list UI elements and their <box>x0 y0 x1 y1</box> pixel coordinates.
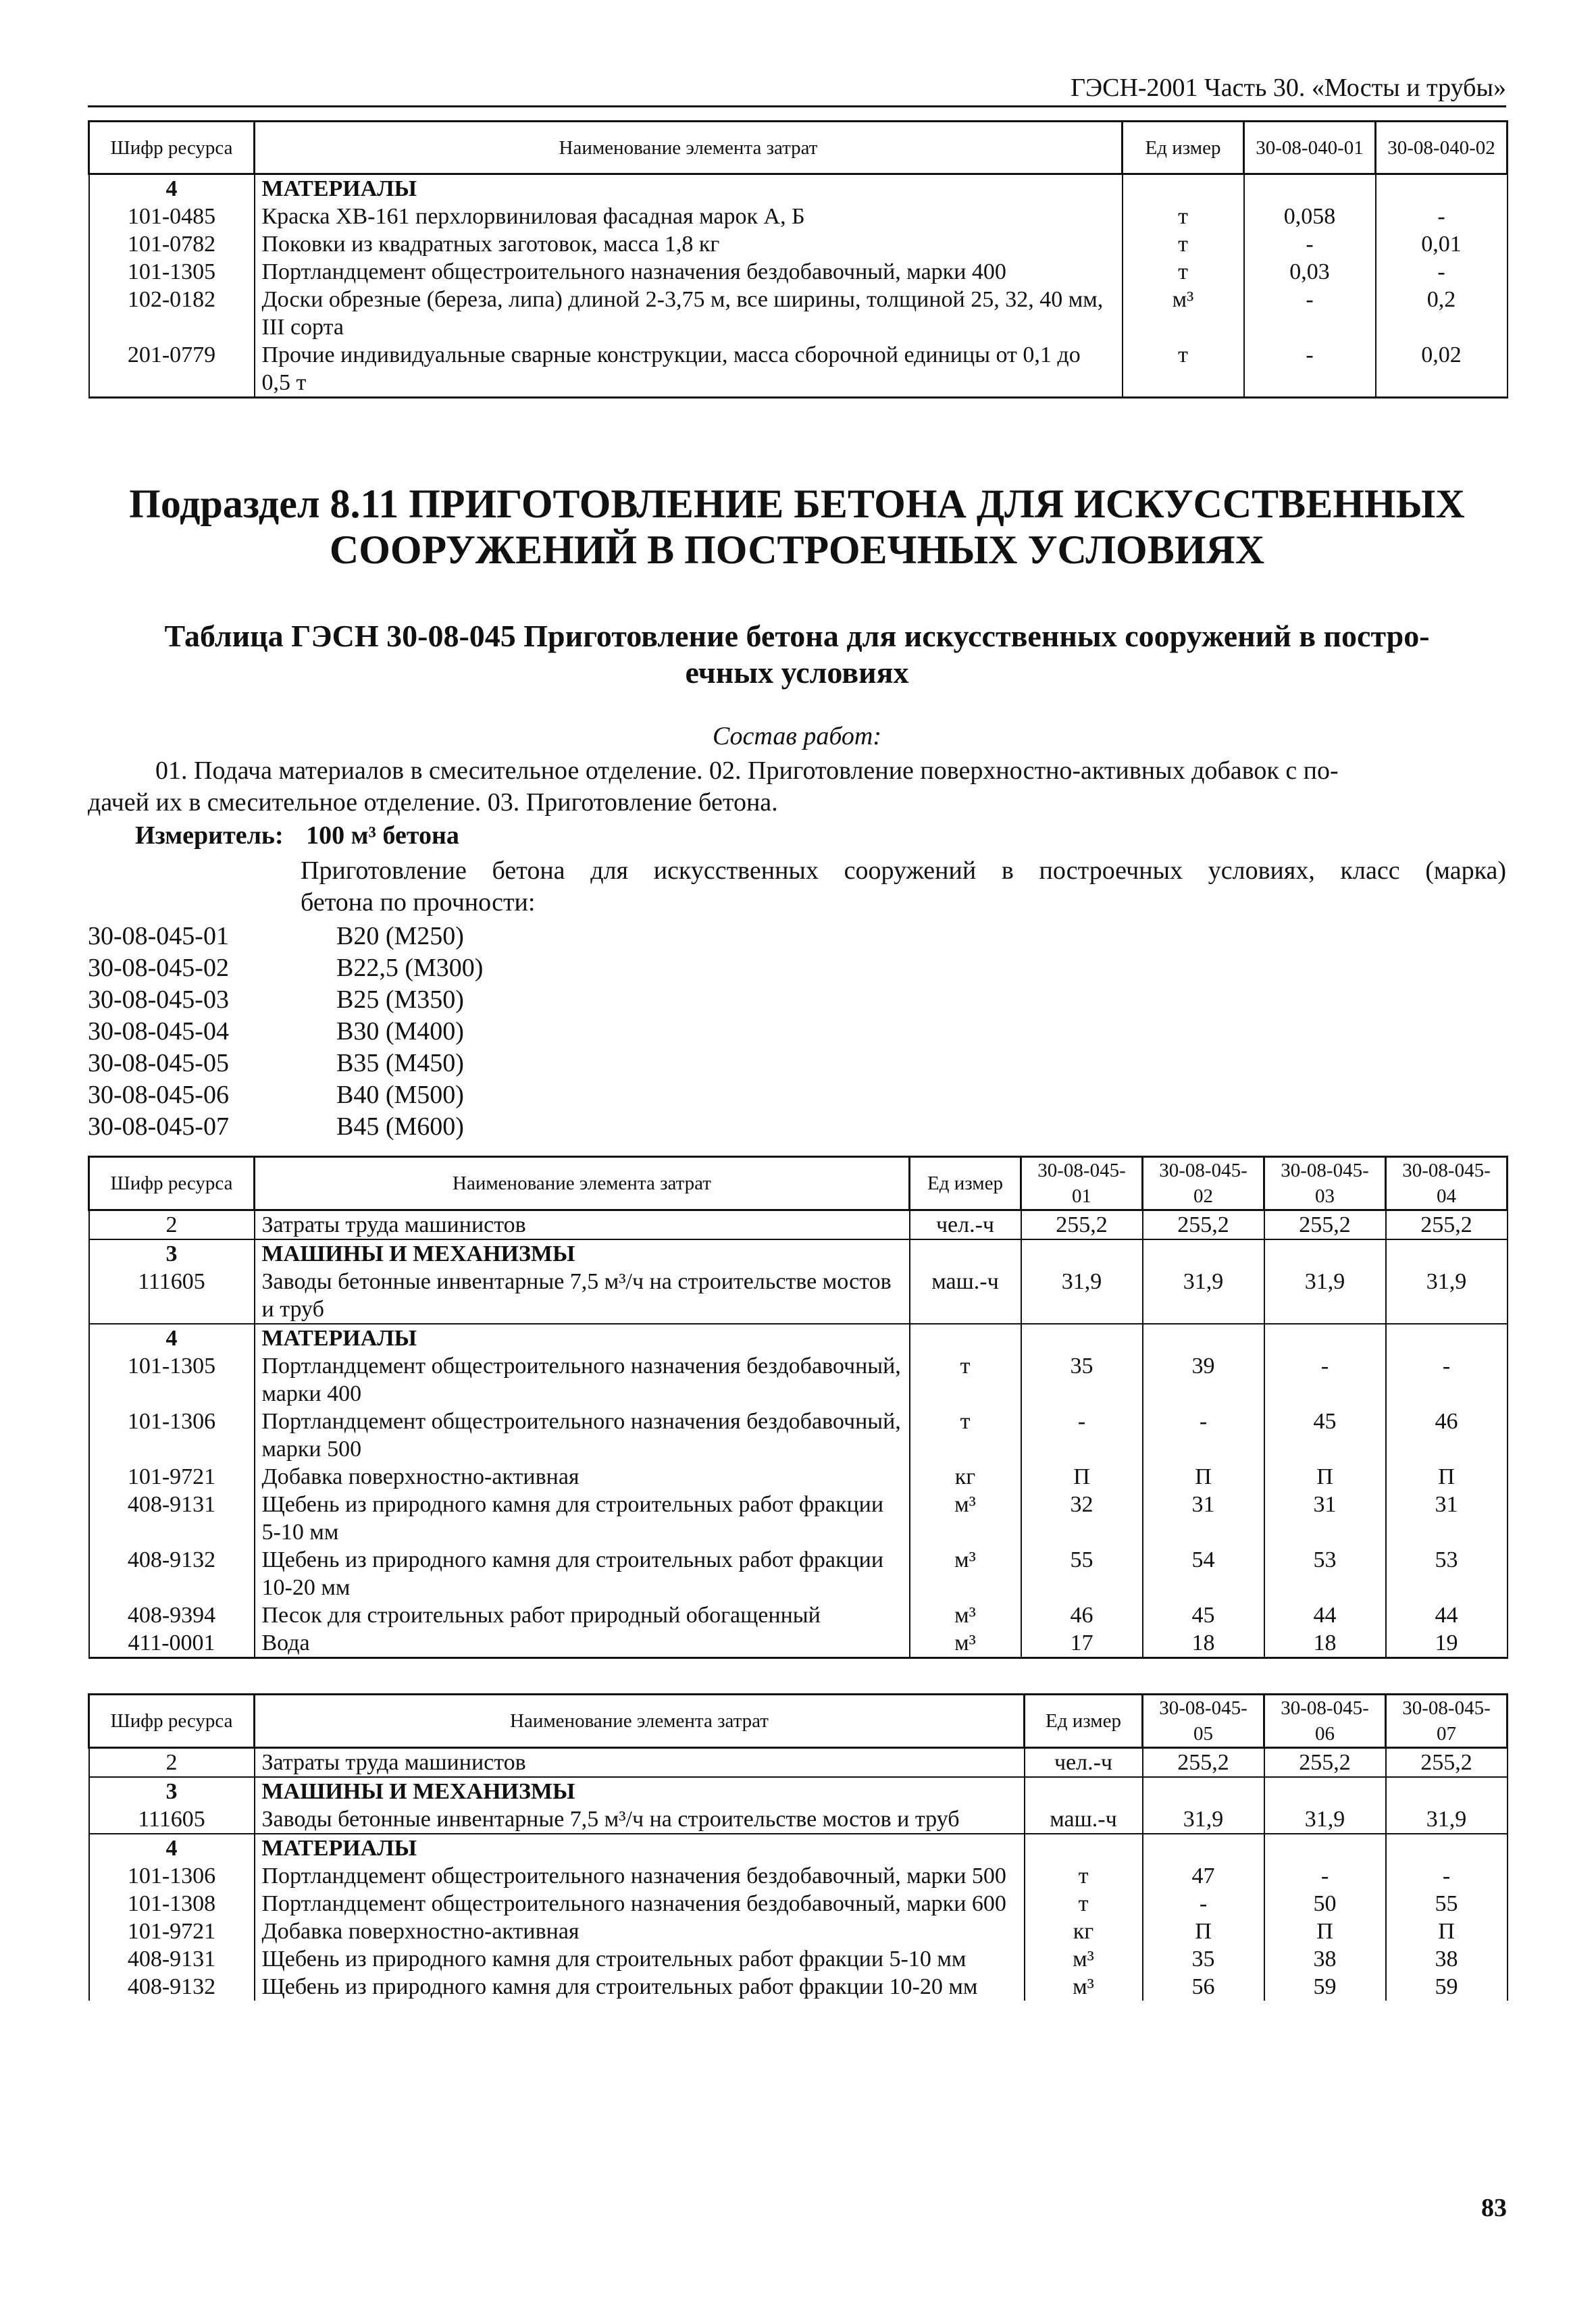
value-cell: 31,9 <box>1264 1805 1386 1834</box>
value-cell: - <box>1021 1408 1143 1463</box>
value-cell: П <box>1386 1463 1508 1491</box>
resource-code: 2 <box>89 1210 255 1240</box>
list-item <box>88 921 483 952</box>
value-cell: 0,01 <box>1376 230 1508 258</box>
list-item <box>88 984 483 1016</box>
resource-code: 102-0182 <box>89 286 255 341</box>
table-row <box>89 1805 1508 1834</box>
resource-name: Добавка поверхностно-активная <box>255 1918 1025 1945</box>
resource-name: Портландцемент общестроительного назначения бездобавочный, марки 500 <box>255 1408 910 1463</box>
value-cell: 39 <box>1143 1352 1264 1408</box>
value-cell: 46 <box>1021 1601 1143 1629</box>
resource-code: 2 <box>89 1748 255 1778</box>
value-cell: П <box>1143 1918 1264 1945</box>
value-cell: 17 <box>1021 1629 1143 1658</box>
col-header-code: Шифр ресурса <box>89 122 255 174</box>
page-number: 83 <box>1481 2194 1507 2222</box>
value-cell: П <box>1143 1463 1264 1491</box>
col-header-unit: Ед измер <box>1025 1695 1143 1748</box>
resource-unit: т <box>1123 203 1244 230</box>
value-cell: 0,058 <box>1244 203 1376 230</box>
resource-unit: т <box>1123 258 1244 286</box>
resource-name: Прочие индивидуальные сварные конструкции, масса сборочной единицы от 0,1 до 0,5 т <box>255 341 1123 398</box>
table-row <box>89 1463 1508 1491</box>
value-cell: 255,2 <box>1143 1210 1264 1240</box>
resource-code: 408-9394 <box>89 1601 255 1629</box>
value-cell: 55 <box>1021 1546 1143 1601</box>
value-cell: 31,9 <box>1264 1268 1386 1324</box>
table-header-row <box>89 1157 1508 1210</box>
col-header-rate: 30-08-045-03 <box>1264 1157 1386 1210</box>
table-row <box>89 203 1508 230</box>
table-row <box>89 1352 1508 1408</box>
value-cell: - <box>1386 1862 1508 1890</box>
resource-name: Поковки из квадратных заготовок, масса 1,8 кг <box>255 230 1123 258</box>
description-line1: Приготовление бетона для искусственных сооружений в построечных условиях, класс (марка) <box>301 856 1506 885</box>
section-row <box>89 1239 1508 1268</box>
resource-unit: м³ <box>1025 1945 1143 1973</box>
concrete-grade: В40 (М500) <box>336 1081 464 1109</box>
col-header-rate: 30-08-040-02 <box>1376 122 1508 174</box>
section-title: МАТЕРИАЛЫ <box>255 1324 910 1352</box>
resource-code: 408-9132 <box>89 1546 255 1601</box>
section-code: 3 <box>89 1777 255 1805</box>
value-cell: 31,9 <box>1143 1805 1264 1834</box>
value-cell: 46 <box>1386 1408 1508 1463</box>
value-cell: - <box>1143 1890 1264 1918</box>
resource-name: Доски обрезные (береза, липа) длиной 2-3,75 м, все ширины, толщиной 25, 32, 40 мм, III сорта <box>255 286 1123 341</box>
value-cell: 47 <box>1143 1862 1264 1890</box>
resource-unit: маш.-ч <box>1025 1805 1143 1834</box>
rate-codes-list <box>88 921 483 1143</box>
value-cell: 31,9 <box>1386 1268 1508 1324</box>
table-row <box>89 1629 1508 1658</box>
col-header-unit: Ед измер <box>1123 122 1244 174</box>
value-cell: П <box>1264 1463 1386 1491</box>
value-cell: - <box>1244 286 1376 341</box>
value-cell: 0,02 <box>1376 341 1508 398</box>
table-row <box>89 1973 1508 2001</box>
table-row <box>89 286 1508 341</box>
resource-table-045-01-04 <box>88 1156 1508 1659</box>
section-title: МАШИНЫ И МЕХАНИЗМЫ <box>255 1239 910 1268</box>
resource-name: Заводы бетонные инвентарные 7,5 м³/ч на строительстве мостов и труб <box>255 1805 1025 1834</box>
work-text-line1: 01. Подача материалов в смесительное отделение. 02. Приготовление поверхностно-активных добавок с по- <box>155 756 1339 785</box>
labor-row <box>89 1210 1508 1240</box>
concrete-grade: В22,5 (М300) <box>336 954 484 982</box>
list-item <box>88 952 483 984</box>
value-cell: 59 <box>1386 1973 1508 2001</box>
value-cell: 31 <box>1264 1491 1386 1546</box>
section-row <box>89 1324 1508 1352</box>
value-cell: 255,2 <box>1386 1748 1508 1778</box>
work-composition-heading: Состав работ: <box>712 722 882 750</box>
resource-code: 101-1308 <box>89 1890 255 1918</box>
resource-unit: м³ <box>910 1601 1021 1629</box>
resource-name: Щебень из природного камня для строительных работ фракции 10-20 мм <box>255 1973 1025 2001</box>
value-cell: 54 <box>1143 1546 1264 1601</box>
value-cell: 19 <box>1386 1629 1508 1658</box>
value-cell: 45 <box>1264 1408 1386 1463</box>
subsection-title-line1: Подраздел 8.11 ПРИГОТОВЛЕНИЕ БЕТОНА ДЛЯ ИСКУССТВЕННЫХ <box>129 482 1465 526</box>
rate-code: 30-08-045-04 <box>88 1017 229 1046</box>
concrete-grade: В45 (М600) <box>336 1112 464 1141</box>
resource-name: Портландцемент общестроительного назначения бездобавочный, марки 400 <box>255 258 1123 286</box>
section-row <box>89 174 1508 203</box>
resource-unit: т <box>910 1352 1021 1408</box>
value-cell: 0,03 <box>1244 258 1376 286</box>
table-row <box>89 1546 1508 1601</box>
resource-code: 101-0485 <box>89 203 255 230</box>
resource-code: 101-9721 <box>89 1918 255 1945</box>
subsection-title-line2: СООРУЖЕНИЙ В ПОСТРОЕЧНЫХ УСЛОВИЯХ <box>329 528 1265 572</box>
table-row <box>89 1491 1508 1546</box>
section-title: МАТЕРИАЛЫ <box>255 1834 1025 1862</box>
value-cell: - <box>1376 203 1508 230</box>
value-cell: 35 <box>1021 1352 1143 1408</box>
value-cell: 32 <box>1021 1491 1143 1546</box>
resource-code: 101-1305 <box>89 258 255 286</box>
value-cell: 31 <box>1143 1491 1264 1546</box>
value-cell: 35 <box>1143 1945 1264 1973</box>
list-item <box>88 1111 483 1143</box>
resource-unit: т <box>1123 341 1244 398</box>
col-header-rate: 30-08-045-06 <box>1264 1695 1386 1748</box>
table-row <box>89 230 1508 258</box>
resource-table-045-05-07 <box>88 1693 1508 2001</box>
section-code: 4 <box>89 1834 255 1862</box>
resource-code: 101-9721 <box>89 1463 255 1491</box>
value-cell: 55 <box>1386 1890 1508 1918</box>
resource-unit: м³ <box>1123 286 1244 341</box>
resource-unit: м³ <box>1025 1973 1143 2001</box>
table-row <box>89 1601 1508 1629</box>
value-cell: 53 <box>1264 1546 1386 1601</box>
resource-name: Портландцемент общестроительного назначения бездобавочный, марки 400 <box>255 1352 910 1408</box>
section-row <box>89 1777 1508 1805</box>
value-cell: 31,9 <box>1021 1268 1143 1324</box>
col-header-name: Наименование элемента затрат <box>255 122 1123 174</box>
resource-unit: м³ <box>910 1546 1021 1601</box>
resource-name: Затраты труда машинистов <box>255 1748 1025 1778</box>
resource-code: 101-0782 <box>89 230 255 258</box>
section-row <box>89 1834 1508 1862</box>
table-header-row <box>89 122 1508 174</box>
resource-code: 111605 <box>89 1268 255 1324</box>
resource-name: Портландцемент общестроительного назначения бездобавочный, марки 500 <box>255 1862 1025 1890</box>
labor-row <box>89 1748 1508 1778</box>
value-cell: 50 <box>1264 1890 1386 1918</box>
value-cell: 59 <box>1264 1973 1386 2001</box>
value-cell: 38 <box>1264 1945 1386 1973</box>
resource-code: 101-1305 <box>89 1352 255 1408</box>
value-cell: 0,2 <box>1376 286 1508 341</box>
col-header-code: Шифр ресурса <box>89 1157 255 1210</box>
value-cell: 53 <box>1386 1546 1508 1601</box>
col-header-unit: Ед измер <box>910 1157 1021 1210</box>
table-row <box>89 1918 1508 1945</box>
table-row <box>89 341 1508 398</box>
resource-unit: т <box>910 1408 1021 1463</box>
table-row <box>89 1890 1508 1918</box>
resource-code: 408-9131 <box>89 1491 255 1546</box>
resource-name: Затраты труда машинистов <box>255 1210 910 1240</box>
section-code: 4 <box>89 1324 255 1352</box>
value-cell: 38 <box>1386 1945 1508 1973</box>
resource-code: 201-0779 <box>89 341 255 398</box>
resource-unit: т <box>1025 1890 1143 1918</box>
running-head: ГЭСН-2001 Часть 30. «Мосты и трубы» <box>88 73 1506 107</box>
value-cell: 18 <box>1143 1629 1264 1658</box>
rate-code: 30-08-045-02 <box>88 954 229 982</box>
resource-code: 111605 <box>89 1805 255 1834</box>
resource-unit: т <box>1123 230 1244 258</box>
concrete-grade: В20 (М250) <box>336 922 464 950</box>
resource-name: Добавка поверхностно-активная <box>255 1463 910 1491</box>
value-cell: 255,2 <box>1143 1748 1264 1778</box>
resource-name: Портландцемент общестроительного назначения бездобавочный, марки 600 <box>255 1890 1025 1918</box>
value-cell: 31,9 <box>1143 1268 1264 1324</box>
rate-code: 30-08-045-06 <box>88 1081 229 1109</box>
value-cell: 255,2 <box>1386 1210 1508 1240</box>
rate-code: 30-08-045-07 <box>88 1112 229 1141</box>
resource-unit: кг <box>1025 1918 1143 1945</box>
resource-unit: чел.-ч <box>910 1210 1021 1240</box>
value-cell: 31 <box>1386 1491 1508 1546</box>
resource-code: 101-1306 <box>89 1862 255 1890</box>
col-header-rate: 30-08-045-01 <box>1021 1157 1143 1210</box>
value-cell: 18 <box>1264 1629 1386 1658</box>
resource-unit: м³ <box>910 1629 1021 1658</box>
value-cell: 44 <box>1264 1601 1386 1629</box>
col-header-code: Шифр ресурса <box>89 1695 255 1748</box>
resource-code: 101-1306 <box>89 1408 255 1463</box>
value-cell: П <box>1264 1918 1386 1945</box>
meter-value: 100 м³ бетона <box>306 821 459 850</box>
work-text-line2: дачей их в смесительное отделение. 03. Приготовление бетона. <box>88 788 778 817</box>
value-cell: 255,2 <box>1264 1210 1386 1240</box>
resource-name: Щебень из природного камня для строительных работ фракции 5-10 мм <box>255 1491 910 1546</box>
materials-table-040 <box>88 120 1508 398</box>
rate-code: 30-08-045-05 <box>88 1049 229 1077</box>
value-cell: 56 <box>1143 1973 1264 2001</box>
rate-code: 30-08-045-01 <box>88 922 229 950</box>
value-cell: П <box>1386 1918 1508 1945</box>
table-row <box>89 1268 1508 1324</box>
value-cell: - <box>1386 1352 1508 1408</box>
description-line2: бетона по прочности: <box>301 888 536 917</box>
table-header-row <box>89 1695 1508 1748</box>
col-header-name: Наименование элемента затрат <box>255 1695 1025 1748</box>
section-title: МАШИНЫ И МЕХАНИЗМЫ <box>255 1777 1025 1805</box>
value-cell: 44 <box>1386 1601 1508 1629</box>
resource-unit: маш.-ч <box>910 1268 1021 1324</box>
table-row <box>89 1945 1508 1973</box>
resource-name: Песок для строительных работ природный обогащенный <box>255 1601 910 1629</box>
value-cell: 255,2 <box>1021 1210 1143 1240</box>
meter-line <box>135 820 459 852</box>
concrete-grade: В25 (М350) <box>336 985 464 1014</box>
resource-code: 408-9132 <box>89 1973 255 2001</box>
meter-label: Измеритель: <box>135 821 284 850</box>
value-cell: - <box>1244 341 1376 398</box>
table-title-line2: ечных условиях <box>685 655 909 690</box>
resource-unit: т <box>1025 1862 1143 1890</box>
col-header-rate: 30-08-045-02 <box>1143 1157 1264 1210</box>
value-cell: 45 <box>1143 1601 1264 1629</box>
table-row <box>89 1408 1508 1463</box>
table-row <box>89 1862 1508 1890</box>
resource-name: Краска ХВ-161 перхлорвиниловая фасадная марок А, Б <box>255 203 1123 230</box>
list-item <box>88 1016 483 1048</box>
col-header-rate: 30-08-045-04 <box>1386 1157 1508 1210</box>
list-item <box>88 1048 483 1079</box>
resource-name: Щебень из природного камня для строительных работ фракции 5-10 мм <box>255 1945 1025 1973</box>
value-cell: - <box>1264 1352 1386 1408</box>
resource-unit: чел.-ч <box>1025 1748 1143 1778</box>
value-cell: - <box>1143 1408 1264 1463</box>
value-cell: П <box>1021 1463 1143 1491</box>
section-title: МАТЕРИАЛЫ <box>255 174 1123 203</box>
value-cell: - <box>1244 230 1376 258</box>
section-code: 4 <box>89 174 255 203</box>
concrete-grade: В30 (М400) <box>336 1017 464 1046</box>
resource-name: Заводы бетонные инвентарные 7,5 м³/ч на строительстве мостов и труб <box>255 1268 910 1324</box>
value-cell: - <box>1376 258 1508 286</box>
list-item <box>88 1079 483 1111</box>
value-cell: - <box>1264 1862 1386 1890</box>
concrete-grade: В35 (М450) <box>336 1049 464 1077</box>
resource-code: 408-9131 <box>89 1945 255 1973</box>
col-header-rate: 30-08-045-05 <box>1143 1695 1264 1748</box>
resource-unit: кг <box>910 1463 1021 1491</box>
table-title-line1: Таблица ГЭСН 30-08-045 Приготовление бетона для искусственных сооружений в постро- <box>164 619 1430 653</box>
table-row <box>89 258 1508 286</box>
resource-name: Щебень из природного камня для строительных работ фракции 10-20 мм <box>255 1546 910 1601</box>
col-header-rate: 30-08-045-07 <box>1386 1695 1508 1748</box>
resource-name: Вода <box>255 1629 910 1658</box>
col-header-name: Наименование элемента затрат <box>255 1157 910 1210</box>
col-header-rate: 30-08-040-01 <box>1244 122 1376 174</box>
rate-code: 30-08-045-03 <box>88 985 229 1014</box>
section-code: 3 <box>89 1239 255 1268</box>
resource-unit: м³ <box>910 1491 1021 1546</box>
resource-code: 411-0001 <box>89 1629 255 1658</box>
value-cell: 255,2 <box>1264 1748 1386 1778</box>
value-cell: 31,9 <box>1386 1805 1508 1834</box>
